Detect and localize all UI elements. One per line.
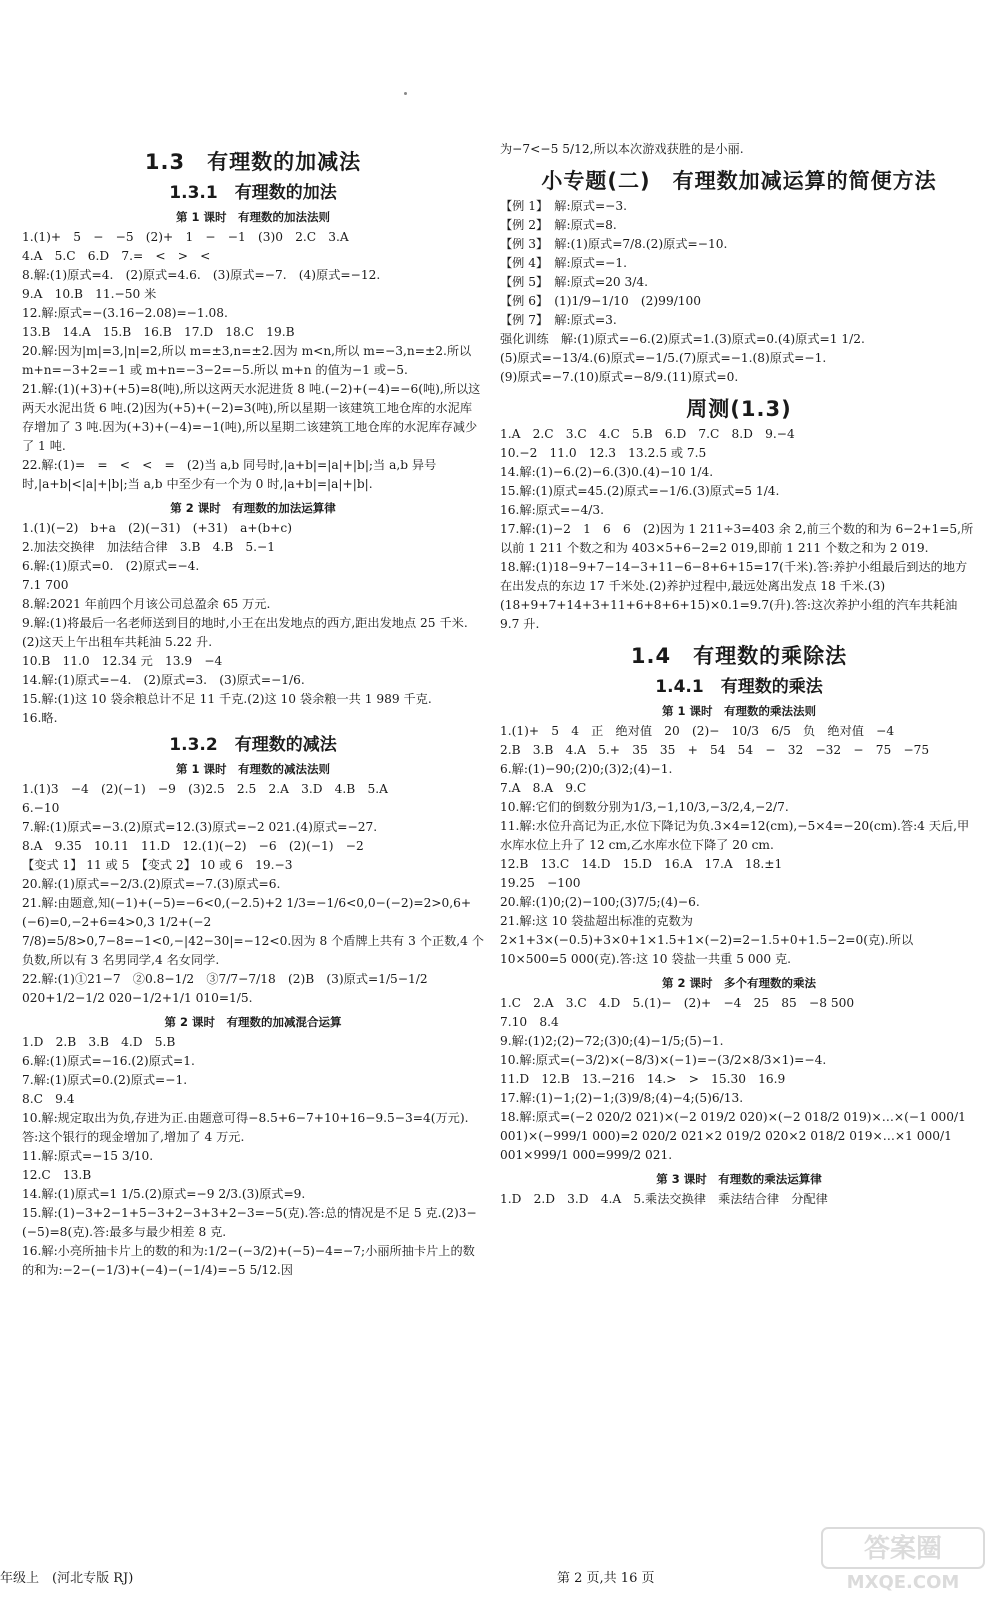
section-title: 周测(1.3) xyxy=(686,397,792,421)
section-title: 1.3 有理数的加减法 xyxy=(144,150,362,174)
answer-line: 10.解:规定取出为负,存进为正.由题意可得−8.5+6−7+10+16−9.5−3=4(万元).答:这个银行的现金增加了,增加了 4 万元. xyxy=(22,1111,469,1144)
answer-line: 2.B 3.B 4.A 5.+ 35 35 + 54 54 − 32 −32 − 75 −75 xyxy=(500,743,930,757)
answer-line: 16.解:小亮所抽卡片上的数的和为:1/2−(−3/2)+(−5)−4=−7;小丽所抽卡片上的数的和为:−2−(−1/3)+(−4)−(−1/4)=−5 5/12.因 xyxy=(22,1244,475,1277)
lesson-title: 第 1 课时 有理数的加法法则 xyxy=(175,210,330,224)
answer-line: 1.(1)+ 5 4 正 绝对值 20 (2)− 10/3 6/5 负 绝对值 −4 xyxy=(500,724,895,738)
answer-line: 9.A 10.B 11.−50 米 xyxy=(22,287,157,301)
answer-line: 14.解:(1)原式=−4. (2)原式=3. (3)原式=−1/6. xyxy=(22,673,305,687)
answer-line: 6.解:(1)−90;(2)0;(3)2;(4)−1. xyxy=(500,762,673,776)
footer-grade-label: 年级上 (河北专版 RJ) xyxy=(0,1571,134,1586)
answer-line: 【例 5】 解:原式=20 3/4. xyxy=(500,275,649,289)
answer-line: 9.解:(1)2;(2)−72;(3)0;(4)−1/5;(5)−1. xyxy=(500,1034,724,1048)
answer-line: 19.25 −100 xyxy=(500,876,581,890)
answer-line: 17.解:(1)−2 1 6 6 (2)因为 1 211÷3=403 余 2,前三个数的和为 6−2+1=5,所以前 1 211 个数之和为 403×5+6−2=2 019,即前 1 211 个数之和为 2 019. xyxy=(500,522,974,555)
answer-line: (9)原式=−7.(10)原式=−8/9.(11)原式=0. xyxy=(500,370,739,384)
answer-line: 20.解:因为|m|=3,|n|=2,所以 m=±3,n=±2.因为 m<n,所以 m=−3,n=±2.所以 m+n=−3+2=−1 或 m+n=−3−2=−5.所以 m+n 的值为−1 或−5. xyxy=(22,344,476,377)
answer-line: 13.B 14.A 15.B 16.B 17.D 18.C 19.B xyxy=(22,325,295,339)
answer-line: 【例 3】 解:(1)原式=7/8.(2)原式=−10. xyxy=(500,237,728,251)
answer-line: 22.解:(1)①21−7 ②0.8−1/2 ③7/7−7/18 (2)B (3)原式=1/5−1/2 020+1/2−1/2 020−1/2+1/1 010=1/5. xyxy=(22,972,432,1005)
answer-line: 10.解:它们的倒数分别为1/3,−1,10/3,−3/2,4,−2/7. xyxy=(500,800,789,814)
svg-text:MXQE.COM: MXQE.COM xyxy=(846,1572,960,1593)
answer-line: 9.解:(1)将最后一名老师送到目的地时,小王在出发地点的西方,距出发地点 25 千米.(2)这天上午出租车共耗油 5.22 升. xyxy=(22,616,468,649)
answer-line: 1.C 2.A 3.C 4.D 5.(1)− (2)+ −4 25 85 −8 500 xyxy=(500,996,855,1010)
lesson-title: 第 2 课时 多个有理数的乘法 xyxy=(661,976,816,990)
left-column xyxy=(22,140,484,1560)
answer-line: 6.解:(1)原式=0. (2)原式=−4. xyxy=(22,559,200,573)
lesson-title: 第 3 课时 有理数的乘法运算律 xyxy=(656,1172,822,1186)
answer-line: 16.解:原式=−4/3. xyxy=(500,503,604,517)
subsection-title: 1.3.1 有理数的加法 xyxy=(169,183,337,203)
answer-line: 22.解:(1)= = < < = (2)当 a,b 同号时,|a+b|=|a|+|b|;当 a,b 异号时,|a+b|<|a|+|b|;当 a,b 中至少有一个为 0 时,|a+b|=|a|+|b|. xyxy=(22,458,437,491)
lesson-title: 第 2 课时 有理数的加减混合运算 xyxy=(164,1015,342,1029)
answer-line: 21.解:(1)(+3)+(+5)=8(吨),所以这两天水泥进货 8 吨.(−2)+(−4)=−6(吨),所以这两天水泥出货 6 吨.(2)因为(+5)+(−2)=3(吨),所以星期一该建筑工地仓库的水泥库存增加了 3 吨.因为(+3)+(−4)=−1(吨),所以星期二该建筑工地仓库的水泥库存减少了 1 吨. xyxy=(22,382,481,453)
answer-line: 15.解:(1)−3+2−1+5−3+2−3+3+2−3=−5(克).答:总的情况是不足 5 克.(2)3−(−5)=8(克).答:最多与最少相差 8 克. xyxy=(22,1206,477,1239)
answer-line: 10.解:原式=(−3/2)×(−8/3)×(−1)=−(3/2×8/3×1)=−4. xyxy=(500,1053,827,1067)
lesson-title: 第 1 课时 有理数的减法法则 xyxy=(175,762,330,776)
answer-line: 20.解:(1)原式=−2/3.(2)原式=−7.(3)原式=6. xyxy=(22,877,281,891)
subsection-title: 1.4.1 有理数的乘法 xyxy=(655,677,823,697)
answer-line: 【变式 1】 11 或 5 【变式 2】 10 或 6 19.−3 xyxy=(22,858,293,872)
answer-line: 21.解:这 10 袋盐超出标准的克数为 2×1+3×(−0.5)+3×0+1×1.5+1×(−2)=2−1.5+0+1.5−2=0(克).所以 10×500=5 000(克).答:这 10 袋盐一共重 5 000 克. xyxy=(500,914,918,966)
answer-line: 10.B 11.0 12.34 元 13.9 −4 xyxy=(22,654,223,668)
scan-dot xyxy=(404,92,407,95)
answer-line: 2.加法交换律 加法结合律 3.B 4.B 5.−1 xyxy=(22,540,276,554)
watermark-logo xyxy=(818,1524,988,1594)
answer-line: 【例 6】 (1)1/9−1/10 (2)99/100 xyxy=(500,294,702,308)
answer-line: 8.解:(1)原式=4. (2)原式=4.6. (3)原式=−7. (4)原式=−12. xyxy=(22,268,381,282)
answer-line: 4.A 5.C 6.D 7.= < > < xyxy=(22,249,211,263)
answer-line: 15.解:(1)这 10 袋余粮总计不足 11 千克.(2)这 10 袋余粮一共 1 989 千克. xyxy=(22,692,432,706)
answer-line: 1.(1)+ 5 − −5 (2)+ 1 − −1 (3)0 2.C 3.A xyxy=(22,230,349,244)
answer-line: 【例 4】 解:原式=−1. xyxy=(500,256,627,270)
footer-page-number: 第 2 页,共 16 页 xyxy=(557,1571,655,1586)
answer-line: 1.D 2.D 3.D 4.A 5.乘法交换律 乘法结合律 分配律 xyxy=(500,1192,828,1206)
answer-line: 7.解:(1)原式=−3.(2)原式=12.(3)原式=−2 021.(4)原式=−27. xyxy=(22,820,378,834)
answer-line: 21.解:由题意,知(−1)+(−5)=−6<0,(−2.5)+2 1/3=−1/6<0,0−(−2)=2>0,6+(−6)=0,−2+6=4>0,3 1/2+(−2 7/8)=5/8>0,7−8=−1<0,−|42−30|=−12<0.因为 8 个盾牌上共有 3 个正数,4 个负数,所以有 3 名男同学,4 名女同学. xyxy=(22,896,484,967)
answer-line: 18.解:(1)18−9+7−14−3+11−6−8+6+15=17(千米).答:养护小组最后到达的地方在出发点的东边 17 千米处.(2)养护过程中,最远处离出发点 18 千米.(3)(18+9+7+14+3+11+6+8+6+15)×0.1=9.7(升).答:这次养护小组的汽车共耗油 9.7 升. xyxy=(500,560,968,631)
answer-line: 【例 1】 解:原式=−3. xyxy=(500,199,627,213)
section-title: 小专题(二) 有理数加减运算的简便方法 xyxy=(541,169,937,193)
answer-line: 14.解:(1)原式=1 1/5.(2)原式=−9 2/3.(3)原式=9. xyxy=(22,1187,306,1201)
answer-line: 8.C 9.4 xyxy=(22,1092,75,1106)
answer-line: 17.解:(1)−1;(2)−1;(3)9/8;(4)−4;(5)6/13. xyxy=(500,1091,744,1105)
answer-line: 【例 2】 解:原式=8. xyxy=(500,218,617,232)
section-title: 1.4 有理数的乘除法 xyxy=(630,644,848,668)
answer-line: 强化训练 解:(1)原式=−6.(2)原式=1.(3)原式=0.(4)原式=1 1/2. xyxy=(500,332,865,346)
answer-line: 16.略. xyxy=(22,711,58,725)
answer-line: 15.解:(1)原式=45.(2)原式=−1/6.(3)原式=5 1/4. xyxy=(500,484,780,498)
answer-line: 【例 7】 解:原式=3. xyxy=(500,313,617,327)
answer-line: 18.解:原式=(−2 020/2 021)×(−2 019/2 020)×(−2 018/2 019)×…×(−1 000/1 001)×(−999/1 000)=2 020/2 021×2 019/2 020×2 018/2 019×…×1 000/1 001×999/1 000=999/2 021. xyxy=(500,1110,970,1162)
answer-line: 为−7<−5 5/12,所以本次游戏获胜的是小丽. xyxy=(500,142,744,156)
answer-line: 6.解:(1)原式=−16.(2)原式=1. xyxy=(22,1054,195,1068)
right-column xyxy=(500,140,978,1550)
answer-line: 11.解:原式=−15 3/10. xyxy=(22,1149,154,1163)
answer-line: 14.解:(1)−6.(2)−6.(3)0.(4)−10 1/4. xyxy=(500,465,714,479)
answer-line: 10.−2 11.0 12.3 13.2.5 或 7.5 xyxy=(500,446,707,460)
answer-line: 7.解:(1)原式=0.(2)原式=−1. xyxy=(22,1073,188,1087)
svg-text:答案圈: 答案圈 xyxy=(863,1534,943,1564)
answer-line: 11.D 12.B 13.−216 14.> > 15.30 16.9 xyxy=(500,1072,786,1086)
answer-line: 6.−10 xyxy=(22,801,60,815)
subsection-title: 1.3.2 有理数的减法 xyxy=(169,735,337,755)
answer-line: 7.A 8.A 9.C xyxy=(500,781,587,795)
answer-line: 1.(1)(−2) b+a (2)(−31) (+31) a+(b+c) xyxy=(22,521,292,535)
answer-line: 20.解:(1)0;(2)−100;(3)7/5;(4)−6. xyxy=(500,895,700,909)
lesson-title: 第 2 课时 有理数的加法运算律 xyxy=(170,501,336,515)
answer-line: 12.解:原式=−(3.16−2.08)=−1.08. xyxy=(22,306,228,320)
answer-line: 11.解:水位升高记为正,水位下降记为负.3×4=12(cm),−5×4=−20(cm).答:4 天后,甲水库水位上升了 12 cm,乙水库水位下降了 20 cm. xyxy=(500,819,970,852)
answer-line: 7.10 8.4 xyxy=(500,1015,559,1029)
lesson-title: 第 1 课时 有理数的乘法法则 xyxy=(661,704,816,718)
answer-line: 7.1 700 xyxy=(22,578,69,592)
answer-line: 8.A 9.35 10.11 11.D 12.(1)(−2) −6 (2)(−1) −2 xyxy=(22,839,364,853)
answer-line: (5)原式=−13/4.(6)原式=−1/5.(7)原式=−1.(8)原式=−1. xyxy=(500,351,827,365)
answer-line: 12.C 13.B xyxy=(22,1168,92,1182)
answer-line: 1.(1)3 −4 (2)(−1) −9 (3)2.5 2.5 2.A 3.D 4.B 5.A xyxy=(22,782,388,796)
answer-line: 1.D 2.B 3.B 4.D 5.B xyxy=(22,1035,176,1049)
answer-line: 8.解:2021 年前四个月该公司总盈余 65 万元. xyxy=(22,597,271,611)
answer-line: 12.B 13.C 14.D 15.D 16.A 17.A 18.±1 xyxy=(500,857,783,871)
answer-line: 1.A 2.C 3.C 4.C 5.B 6.D 7.C 8.D 9.−4 xyxy=(500,427,795,441)
